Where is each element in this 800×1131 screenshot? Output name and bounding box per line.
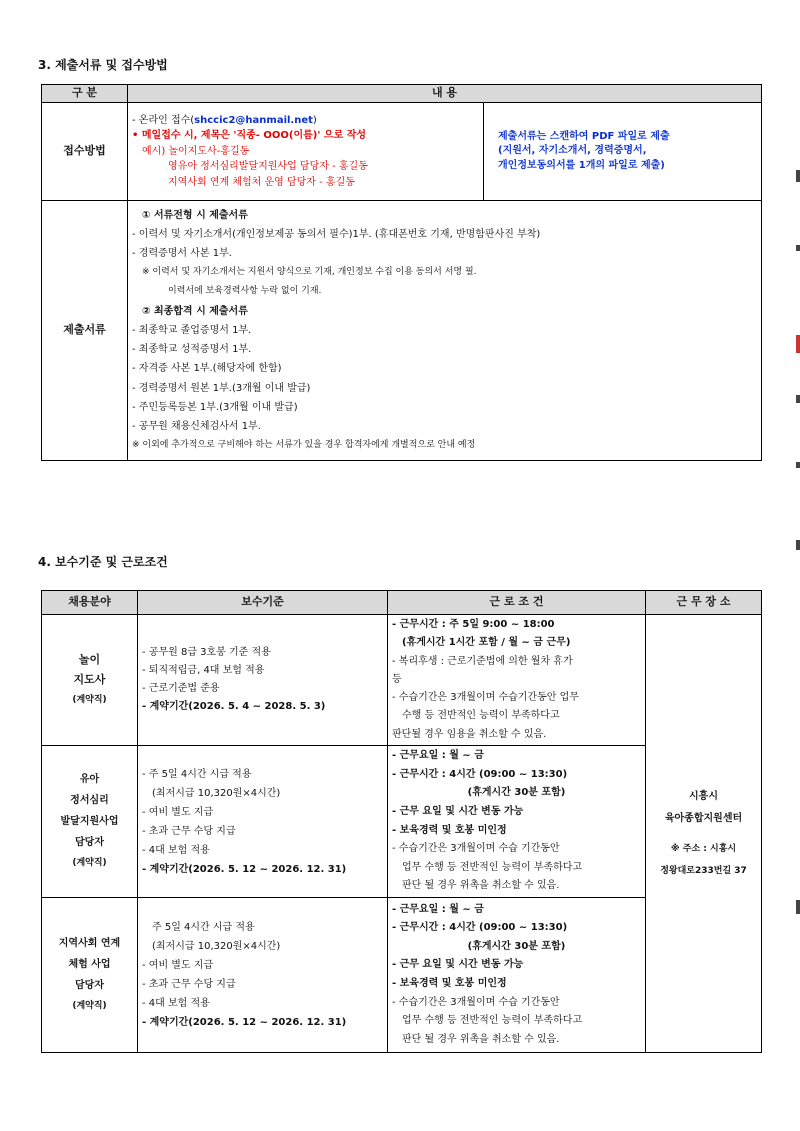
row3-field: 지역사회 연계 체험 사업 담당자 (계약직) <box>42 898 138 1053</box>
row2-field: 유아 정서심리 발달지원사업 담당자 (계약직) <box>42 746 138 898</box>
method-content <box>128 103 484 201</box>
head-pay: 보수기준 <box>138 591 388 615</box>
row3-conditions: - 근무요일 : 월 ~ 금 - 근무시간 : 4시간 (09:00 ~ 13:30) (휴게시간 30분 포함) - 근무 요일 및 시간 변동 가능 - 보육경력 및 호봉 미인정 - 수습기간은 3개월이며 수습 기간동안 업무 수행 등 전반적인 능력이 부족하다고 판단 될 경우 위촉을 취소할 수 있음. <box>388 898 646 1053</box>
row3-pay: 주 5일 4시간 시급 적용 (최저시급 10,320원×4시간) - 여비 별도 지급 - 초과 근무 수당 지급 - 4대 보험 적용 - 계약기간(2026. 5. 12 ~ 2026. 12. 31) <box>138 898 388 1053</box>
section3-table <box>41 84 762 461</box>
method-line-subject: • 메일접수 시, 제목은 '직종- OOO(이름)' 으로 작성 <box>132 130 367 142</box>
row1-conditions: - 근무시간 : 주 5일 9:00 ~ 18:00 (휴게시간 1시간 포함 / 월 ~ 금 근무) - 복리후생 : 근로기준법에 의한 월차 휴가 등 - 수습기간은 3개월이며 수습기간동안 업무 수행 등 전반적인 능력이 부족하다고 판단될 경우 임용을 취소할 수 있음. <box>388 615 646 746</box>
row1-field: 놀이 지도사 (계약직) <box>42 615 138 746</box>
section4-table <box>41 590 762 1053</box>
method-label: 접수방법 <box>42 103 128 201</box>
row2-conditions: - 근무요일 : 월 ~ 금 - 근무시간 : 4시간 (09:00 ~ 13:30) (휴게시간 30분 포함) - 근무 요일 및 시간 변동 가능 - 보육경력 및 호봉 미인정 - 수습기간은 3개월이며 수습 기간동안 업무 수행 등 전반적인 능력이 부족하다고 판단 될 경우 위촉을 취소할 수 있음. <box>388 746 646 898</box>
method-note: 제출서류는 스캔하여 PDF 파일로 제출 (지원서, 자기소개서, 경력증명서, 개인정보동의서를 1개의 파일로 제출) <box>484 103 762 201</box>
head-field: 채용분야 <box>42 591 138 615</box>
head-content: 내 용 <box>128 85 762 103</box>
email-link[interactable]: shccic2@hanmail.net <box>194 114 313 126</box>
docs-label: 제출서류 <box>42 201 128 461</box>
method-line-example3: 지역사회 연계 체험처 운영 담당자 - 홍길동 <box>168 176 355 188</box>
section4-title: 4. 보수기준 및 근로조건 <box>38 555 168 569</box>
head-category: 구 분 <box>42 85 128 103</box>
row1-pay: - 공무원 8급 3호봉 기준 적용 - 퇴직적립금, 4대 보험 적용 - 근로기준법 준용 - 계약기간(2026. 5. 4 ~ 2028. 5. 3) <box>138 615 388 746</box>
method-line-online: - 온라인 접수(shccic2@hanmail.net) <box>132 114 317 126</box>
head-conditions: 근 로 조 건 <box>388 591 646 615</box>
work-place: 시흥시 육아종합지원센터 ※ 주소 : 시흥시 정왕대로233번길 37 <box>646 615 762 1053</box>
section3-title: 3. 제출서류 및 접수방법 <box>38 58 168 72</box>
docs-content: ① 서류전형 시 제출서류 - 이력서 및 자기소개서(개인정보제공 동의서 필수)1부. (휴대폰번호 기재, 반명함판사진 부착) - 경력증명서 사본 1부. ※ 이력서 및 자기소개서는 지원서 양식으로 기재, 개인정보 수집 이용 동의서 서명 필. 이력서에 보육경력사항 누락 없이 기재. ② 최종합격 시 제출서류 - 최종학교 졸업증명서 1부. - 최종학교 성적증명서 1부. - 자격증 사본 1부.(해당자에 한함) - 경력증명서 원본 1부.(3개월 이내 발급) - 주민등록등본 1부.(3개월 이내 발급) - 공무원 채용신체검사서 1부. ※ 이외에 추가적으로 구비해야 하는 서류가 있을 경우 합격자에게 개별적으로 안내 예정 <box>128 201 762 461</box>
head-place: 근 무 장 소 <box>646 591 762 615</box>
row2-pay: - 주 5일 4시간 시급 적용 (최저시급 10,320원×4시간) - 여비 별도 지급 - 초과 근무 수당 지급 - 4대 보험 적용 - 계약기간(2026. 5. 12 ~ 2026. 12. 31) <box>138 746 388 898</box>
method-line-example: 예시) 놀이지도사-홍길동 <box>142 145 250 157</box>
method-line-example2: 영유아 정서심리발달지원사업 담당자 - 홍길동 <box>168 161 368 173</box>
page-edge-marks <box>794 150 800 950</box>
